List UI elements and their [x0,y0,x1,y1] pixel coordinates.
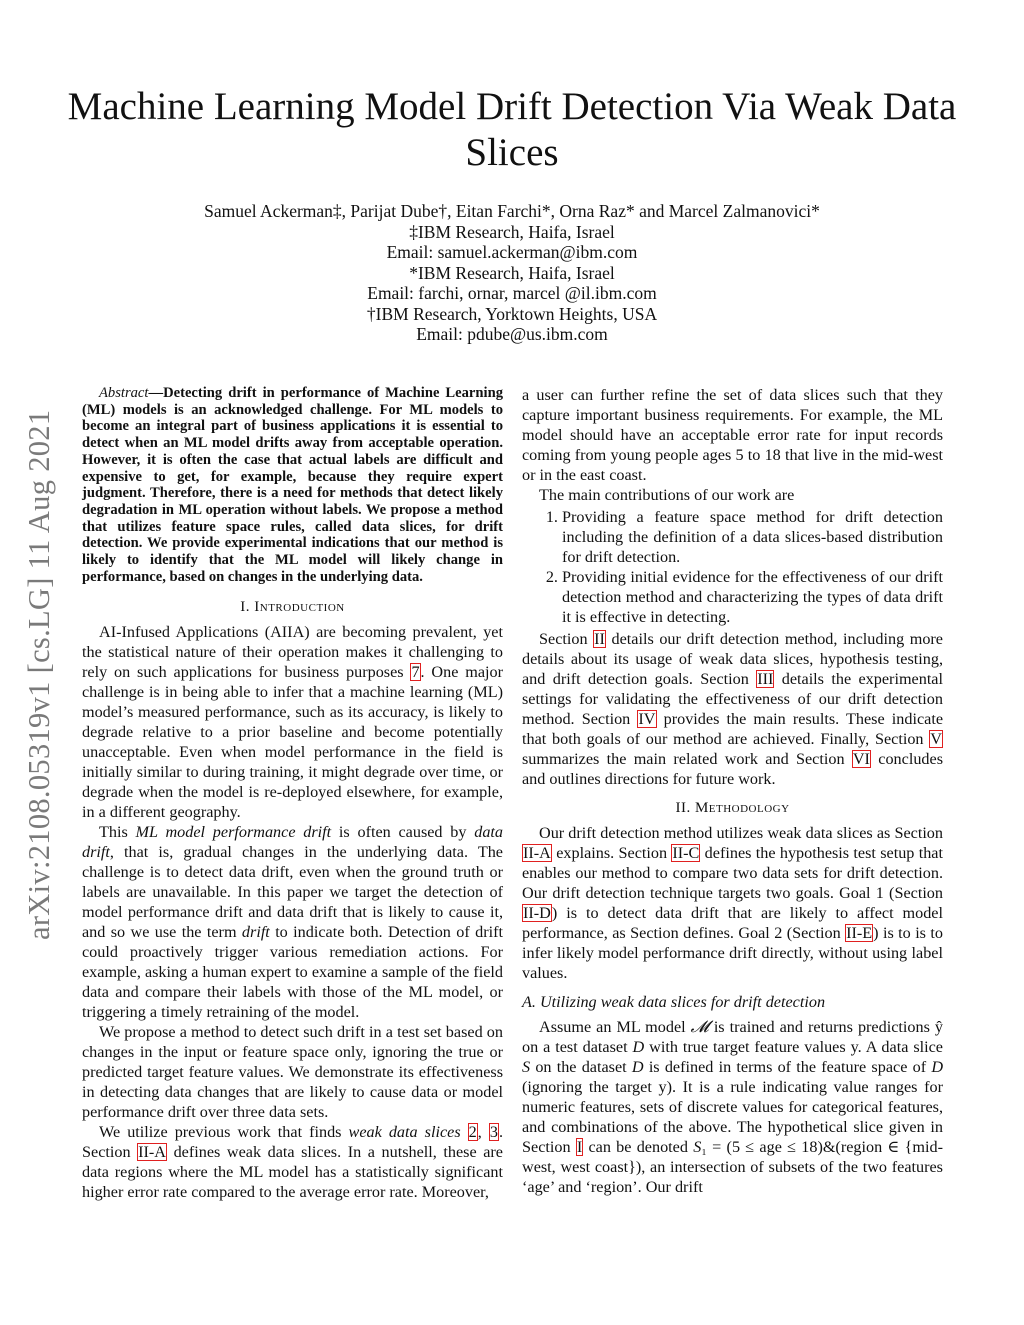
contribution-list [522,507,943,627]
paragraph [522,823,943,983]
emphasis-text: weak data slices [348,1123,461,1142]
text-run: is trained and returns predictions [708,1018,935,1036]
text-run: with true target feature values [644,1038,851,1056]
text-run: defines weak data slices. In a nutshell, these are data regions where the ML model has a statistically significant higher error rate compared to the average error rate. Moreover, [82,1143,503,1202]
emphasis-text: S [522,1058,531,1076]
cross-reference-link[interactable]: V [930,730,942,748]
text-run: concludes and outlines directions for future work. [522,750,943,788]
text-run: AI-Infused Applications (AIIA) are becoming prevalent, yet the statistical nature of their operation makes it challenging to rely on such applications for business purposes [82,623,503,682]
paragraph [522,485,943,505]
text-run: ) is to detect data drift that are likely to affect model performance, as Section defines. Goal 2 (Section [522,904,943,942]
text-run: We propose a method to detect such drift in a test set based on changes in the input or feature space only, ignoring the true or predicted target feature values. We demonstrate its effectiveness in detecting data changes that are likely to cause data or model performance drift over three data sets. [82,1023,503,1122]
text-run: on a test dataset [522,1038,633,1056]
cross-reference-link[interactable]: I [576,1138,583,1156]
paragraph [522,629,943,789]
paragraph [82,1122,503,1202]
affiliation: *IBM Research, Haifa, Israel [409,262,615,283]
affiliation: †IBM Research, Yorktown Heights, USA [366,303,658,324]
cross-reference-link[interactable]: III [757,670,774,688]
section-heading: A. Utilizing weak data slices for drift detection [522,993,826,1011]
text-run: defines the hypothesis test setup that enables our method to compare two data sets for drift detection. Our drift detection technique targets two goals. Goal 1 (Section [522,844,943,902]
text-run: ) is to is to infer likely model performance drift directly, without using label values. [522,924,943,982]
cross-reference-link[interactable]: 7 [411,663,420,682]
left-body [82,597,503,1202]
emphasis-text: D [931,1058,944,1076]
text-run: This [99,823,136,842]
paragraph [82,1022,503,1122]
text-run: explains. Section [551,844,672,862]
cross-reference-link[interactable]: 3 [489,1123,498,1142]
paragraph [82,622,503,822]
text-run: is often caused by [331,823,475,842]
section-heading: I. Introduction [240,599,345,616]
affiliation: ‡IBM Research, Haifa, Israel [409,221,615,242]
paragraph [522,385,943,485]
text-run: Assume an ML model [539,1018,691,1036]
affiliation: Email: farchi, ornar, marcel @il.ibm.com [367,283,657,303]
cross-reference-link[interactable]: II-A [138,1143,166,1162]
emphasis-text: drift [241,923,270,942]
right-column [522,385,943,1197]
emphasis-text: 𝓜 [690,1018,709,1036]
text-run: Section [539,630,594,648]
text-run: on the dataset [530,1058,632,1076]
text-run: ₁ = (5 ≤ age ≤ 18)&(region ∈ {mid-west, west coast}), an intersection of subsets of the two features ‘age’ and ‘region’. Our drift [522,1138,943,1196]
cross-reference-link[interactable]: II-E [846,924,873,942]
emphasis-text: data drift [82,823,504,862]
text-run: We utilize previous work that finds [99,1123,349,1142]
paragraph [522,1017,943,1197]
arxiv-identifier: arXiv:2108.05319v1 [cs.LG] 11 Aug 2021 [22,409,56,940]
cross-reference-link[interactable]: II-C [672,844,700,862]
affiliation: Email: pdube@us.ibm.com [416,324,608,344]
text-run: (ignoring the target [522,1078,659,1096]
text-run: . Section [82,1123,503,1162]
text-run: is defined in terms of the feature space of [643,1058,932,1076]
emphasis-text: D [632,1038,645,1056]
text-run: Our drift detection method utilizes weak data slices as Section [539,824,943,842]
abstract-text: —Detecting drift in performance of Machine Learning (ML) models is an acknowledged challenge. For ML models to become an integral part of business applications it is essential to detect when an ML model drifts away from acceptable operation. However, it is often the case that actual labels are difficult and expensive to get, for example, because they require expert judgment. Therefore, there is a need for methods that detect likely degradation in ML operation without labels. We propose a method that utilizes feature space rules, called data slices, for drift detection. We provide experimental indications that our method is likely to identify that the ML model will likely change in performance, based on changes in the underlying data. [82,385,503,585]
author-block [60,201,964,345]
text-run: details the experimental settings for validating the effectiveness of our drift detection method. Section [522,670,943,728]
cross-reference-link[interactable]: II-A [523,844,551,862]
text-run: The main contributions of our work are [539,486,795,504]
text-run: y [658,1078,667,1096]
text-run: , [477,1123,489,1142]
text-run: to indicate both. Detection of drift could proactively trigger various remediation actions. For example, asking a human expert to examine a sample of the field data and compare their labels with those of the ML model, or triggering a timely retraining of the model. [82,923,503,1022]
cross-reference-link[interactable]: IV [638,710,656,728]
text-run: can be denoted [583,1138,694,1156]
cross-reference-link[interactable]: II-D [523,904,551,922]
emphasis-text: D [631,1058,644,1076]
text-run: y [850,1038,858,1056]
emphasis-text: ML model performance drift [135,823,332,842]
emphasis-text: S [693,1138,702,1156]
author-names: Samuel Ackerman‡, Parijat Dube†, Eitan Farchi*, Orna Raz* and Marcel Zalmanovici* [204,201,820,221]
list-item: 1. Providing a feature space method for drift detection including the definition of a data slices-based distribution for drift detection. [562,507,943,567]
text-run: a user can further refine the set of data slices such that they capture important business requirements. For example, the ML model should have an acceptable error rate for input records coming from young people ages 5 to 18 that live in the mid-west or in the east coast. [522,386,943,484]
paper-title: Machine Learning Model Drift Detection Via Weak Data Slices [67,85,957,174]
text-run [461,1123,468,1141]
affiliation: Email: samuel.ackerman@ibm.com [386,242,638,262]
cross-reference-link[interactable]: II [594,630,605,648]
abstract-label: Abstract [99,385,149,401]
section-heading: II. Methodology [675,800,790,816]
cross-reference-link[interactable]: VI [852,750,870,768]
text-run: details our drift detection method, including more details about its usage of weak data slices, hypothesis testing, and drift detection goals. Section [522,630,943,688]
text-run: . A data slice [857,1038,943,1056]
abstract [82,385,503,585]
list-item: 2. Providing initial evidence for the effectiveness of our drift detection method and characterizing the types of data drift it is effective in detecting. [562,567,943,627]
text-run: . One major challenge is in being able to infer that a machine learning (ML) model’s measured performance, such as its accuracy, is likely to degrade relative to a prior baseline and become potentially unacceptable. Even when model performance in the field is initially similar to during training, it might degrade over time, or degrade when the model is re-deployed elsewhere, for example, in a different geography. [82,663,503,822]
text-run: , that is, gradual changes in the underlying data. The challenge is to detect data drift, even when the ground truth or labels are unavailable. In this paper we target the detection of model performance drift and data drift that is likely to cause it, and so we use the term [82,843,503,942]
text-run: ). It is a rule indicating value ranges for numeric features, sets of discrete values for categorical features, and combinations of the above. The hypothetical slice given in Section [522,1078,943,1156]
left-column [82,385,503,1202]
text-run: summarizes the main related work and Section [522,750,852,768]
right-body [522,385,943,1197]
text-run: provides the main results. These indicate that both goals of our method are achieved. Finally, Section [522,710,944,748]
cross-reference-link[interactable]: 2 [468,1123,477,1142]
text-run: ŷ [934,1018,943,1036]
paragraph [82,822,503,1022]
